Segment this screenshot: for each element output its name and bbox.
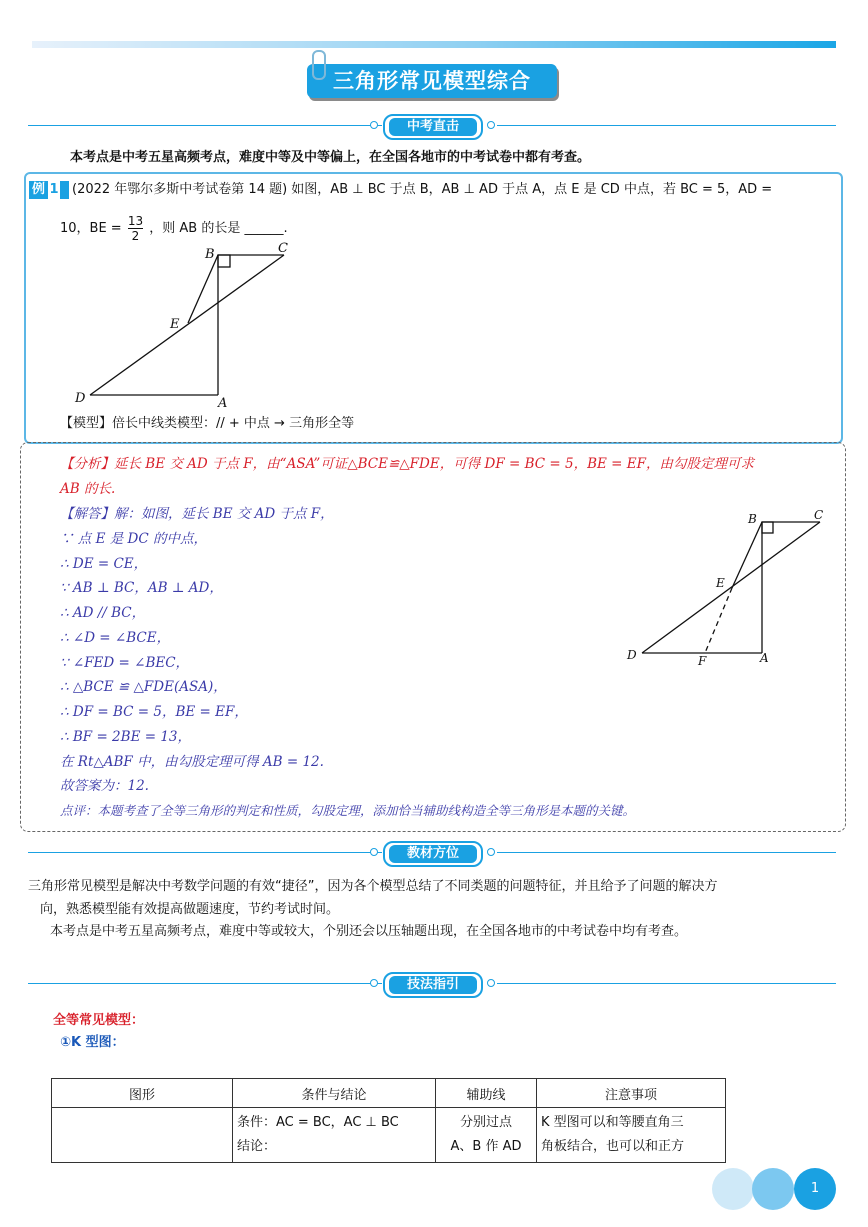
textbook-paragraph1-line2: 向，熟悉模型能有效提高做题速度，节约考试时间。 [40,902,340,917]
label-a: A [218,396,228,410]
solution-line: ∴ BF = 2BE = 13， [60,729,191,745]
segment-dc [90,255,284,395]
divider-dot-icon [370,979,378,987]
solution-line: ∴ DE = CE， [60,556,148,572]
label-d: D [75,391,86,406]
table-header-cell: 注意事项 [537,1079,726,1108]
page-decoration-circle [712,1168,754,1210]
intro-text: 本考点是中考五星高频考点，难度中等及中等偏上，在全国各地市的中考试卷中都有考查。 [70,150,591,165]
table-header-cell: 条件与结论 [233,1079,436,1108]
page-title: 三角形常见模型综合 [307,64,557,98]
textbook-paragraph2: 本考点是中考五星高频考点，难度中等或较大，个别还会以压轴题出现，在全国各地市的中考试卷中均有考查。 [50,924,688,939]
label-d: D [627,648,637,662]
solution-line: 故答案为：12. [60,778,149,794]
table-cell-aux: 分别过点 A、B 作 AD [436,1108,537,1163]
right-angle-marker [218,255,230,267]
solution-line: 在 Rt△ABF 中，由勾股定理可得 AB = 12. [60,754,324,770]
analysis-line2: AB 的长. [60,481,116,497]
divider-dot-icon [370,848,378,856]
k-model-table [51,1078,726,1163]
table-header-cell: 辅助线 [436,1079,537,1108]
example-question-line2: 10，BE = $\frac{13}{2}$ ，则 AB 的长是 ______. [60,214,288,243]
label-c: C [814,508,824,522]
example-question-line1: (2022 年鄂尔多斯中考试卷第 14 题) 如图，AB ⊥ BC 于点 B，AB ⊥ AD 于点 A，点 E 是 CD 中点，若 BC = 5，AD = [72,182,773,197]
solution-line: 【解答】解：如图，延长 BE 交 AD 于点 F， [60,506,334,522]
label-c: C [278,241,288,256]
section-header-technique: 技法指引 [383,972,483,998]
solution-line: ∴ AD // BC， [60,605,146,621]
analysis-line1: 【分析】延长 BE 交 AD 于点 F，由“ASA”可证△BCE≌△FDE，可得 DF = BC = 5，BE = EF，由勾股定理可求 [60,456,754,472]
section-divider-left [28,852,382,853]
section-divider-left [28,125,382,126]
top-decorative-bar [32,41,836,48]
divider-dot-icon [370,121,378,129]
solution-line: ∴ DF = BC = 5，BE = EF， [60,704,248,720]
table-header-cell: 图形 [52,1079,233,1108]
solution-comment: 点评：本题考查了全等三角形的判定和性质，勾股定理，添加恰当辅助线构造全等三角形是本题的关键。 [60,803,636,818]
label-f: F [698,654,707,668]
label-e: E [716,576,725,590]
page-number: 1 [794,1168,836,1210]
technique-subheading: ①K 型图： [60,1035,125,1050]
solution-line: ∴ △BCE ≌ △FDE(ASA)， [60,679,227,695]
segment-dc [642,522,820,653]
table-cell-figure [52,1108,233,1163]
model-note: 【模型】倍长中线类模型：// + 中点 → 三角形全等 [60,416,355,431]
section-header-zhongkao: 中考直击 [383,114,483,140]
divider-dot-icon [487,121,495,129]
solution-line: ∵ ∠FED = ∠BEC， [60,655,190,671]
divider-dot-icon [487,848,495,856]
example-tag: 例 1 [29,181,69,199]
section-header-textbook: 教材方位 [383,841,483,867]
solution-line: ∵ AB ⊥ BC，AB ⊥ AD， [60,580,223,596]
paperclip-icon [312,50,326,80]
solution-figure [620,505,835,675]
technique-heading: 全等常见模型： [53,1013,145,1028]
example-figure [60,240,320,410]
section-divider-right [497,125,836,126]
segment-ef-dashed [705,588,732,653]
divider-dot-icon [487,979,495,987]
table-cell-note: K 型图可以和等腰直角三 角板结合，也可以和正方 [537,1108,726,1163]
label-b: B [748,512,757,526]
label-a: A [760,651,769,665]
label-b: B [205,247,215,262]
segment-be [732,522,762,588]
label-e: E [170,317,180,332]
section-divider-left [28,983,382,984]
solution-line: ∵ 点 E 是 DC 的中点， [60,531,207,547]
section-divider-right [497,983,836,984]
page-decoration-circle [752,1168,794,1210]
solution-line: ∴ ∠D = ∠BCE， [60,630,171,646]
textbook-paragraph1-line1: 三角形常见模型是解决中考数学问题的有效“捷径”，因为各个模型总结了不同类题的问题特征，并且给予了问题的解决方 [28,879,718,894]
right-angle-marker [762,522,773,533]
table-cell-condition: 条件：AC = BC，AC ⊥ BC 结论： [233,1108,436,1163]
section-divider-right [497,852,836,853]
